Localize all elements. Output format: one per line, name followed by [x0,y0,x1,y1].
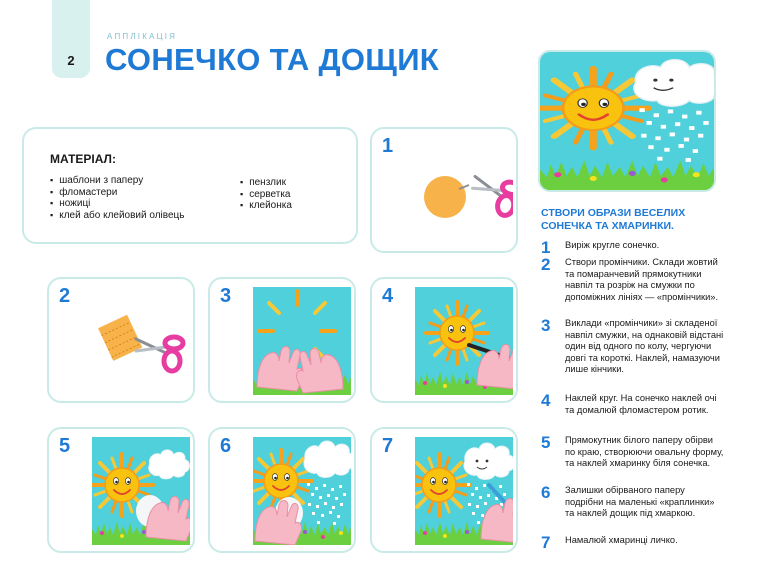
instruction-number: 1 [541,238,551,257]
step-illustration [415,437,513,545]
step-number: 1 [382,135,394,157]
list-item: ▪ фломастери [50,187,184,199]
instruction-text: Виклади «промінчики» зі складеної навпіл смужки, на однаковій відстані один від одного по колу, чергуючи довгі та короткі. Наклей, намазуючи лише кінчики. [565,318,724,375]
list-item: ▪ клей або клейовий олівець [50,210,184,222]
instruction-text: Прямокутник білого паперу обірви по краю, створюючи овальну форму, та наклей хмаринку біля сонечка. [565,435,724,469]
step-illustration [253,287,351,395]
list-item: ▪ серветка [240,189,292,201]
page-number-tab [52,0,90,78]
list-item: ▪ клейонка [240,200,292,212]
step-number: 3 [220,285,232,307]
step-number: 4 [382,285,394,307]
step-illustration [253,437,351,545]
list-item: ▪ шаблони з паперу [50,175,184,187]
instruction-number: 4 [541,391,551,410]
step-card-5 [47,427,195,553]
instruction-text: Виріж кругле сонечко. [565,240,660,250]
instruction-text: Створи промінчики. Склади жовтий та помаранчевий прямокутники навпіл та розріж на смужки по допоміжних лініях — «промінчики». [565,257,719,302]
step-card-7 [370,427,518,553]
page-number: 2 [67,53,75,68]
page-title: СОНЕЧКО ТА ДОЩИК [105,42,439,77]
step-card-3 [208,277,356,403]
step-illustration [415,287,513,395]
instruction-number: 6 [541,483,551,502]
instruction-text: Намалюй хмаринці личко. [565,535,678,545]
materials-list-left [50,175,184,221]
step-card-6 [208,427,356,553]
instruction-text: Наклей круг. На сонечко наклей очі та домалюй фломастером ротик. [565,393,717,415]
instruction-number: 5 [541,433,551,452]
step-illustration [92,287,190,395]
materials-list-right [240,177,292,212]
step-illustration [92,437,190,545]
list-item: ▪ ножиці [50,198,184,210]
instruction-number: 3 [541,316,551,335]
instruction-number: 7 [541,533,551,552]
section-label: АППЛІКАЦІЯ [107,32,178,41]
step-card-2 [47,277,195,403]
finished-artwork-image [538,50,716,192]
step-number: 6 [220,435,232,457]
step-number: 2 [59,285,71,307]
step-illustration [415,137,513,245]
step-number: 5 [59,435,71,457]
step-card-1 [370,127,518,253]
materials-heading: МАТЕРІАЛ: [50,152,116,166]
step-number: 7 [382,435,394,457]
instructions-heading: СТВОРИ ОБРАЗИ ВЕСЕЛИХ СОНЕЧКА ТА ХМАРИНКИ. [541,207,686,232]
instruction-text: Залишки обірваного паперу подрібни на маленькі «краплинки» та наклей дощик під хмаркою. [565,485,715,519]
list-item: ▪ пензлик [240,177,292,189]
instruction-number: 2 [541,255,551,274]
step-card-4 [370,277,518,403]
materials-card [22,127,358,244]
